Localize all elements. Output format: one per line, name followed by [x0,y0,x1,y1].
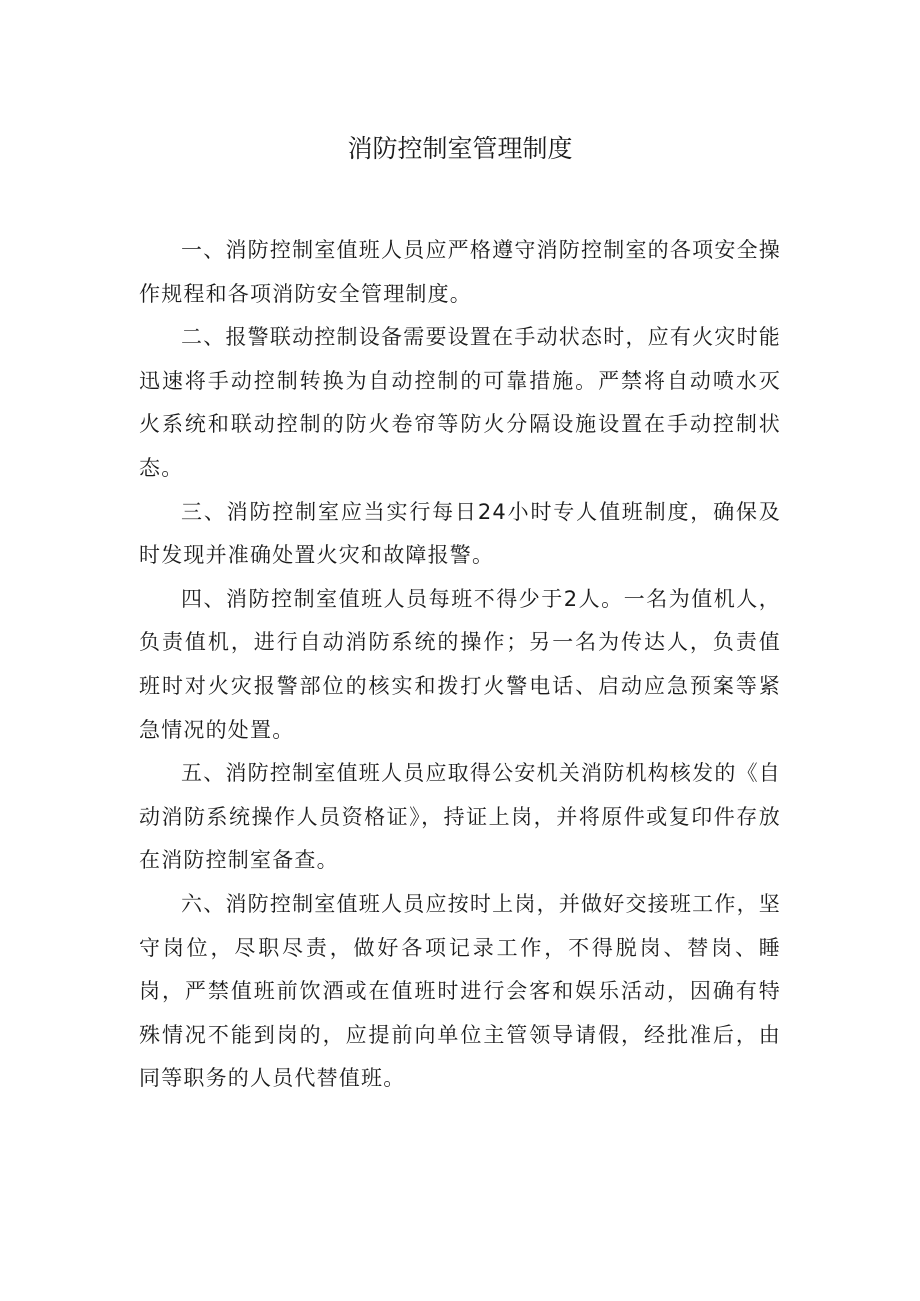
paragraph-6: 六、消防控制室值班人员应按时上岗，并做好交接班工作，坚守岗位，尽职尽责，做好各项记录工作，不得脱岗、替岗、睡岗，严禁值班前饮酒或在值班时进行会客和娱乐活动，因确有特殊情况不能到岗的，应提前向单位主管领导请假，经批准后，由同等职务的人员代替值班。 [139,891,781,1091]
paragraph-4: 四、消防控制室值班人员每班不得少于2人。一名为值机人，负责值机，进行自动消防系统的操作；另一名为传达人，负责值班时对火灾报警部位的核实和拨打火警电话、启动应急预案等紧急情况的处置。 [139,586,781,742]
paragraph-5: 五、消防控制室值班人员应取得公安机关消防机构核发的《自动消防系统操作人员资格证》，持证上岗，并将原件或复印件存放在消防控制室备查。 [139,761,781,873]
document-body [139,229,781,1101]
paragraph-1: 一、消防控制室值班人员应严格遵守消防控制室的各项安全操作规程和各项消防安全管理制度。 [139,238,781,306]
paragraph-2: 二、报警联动控制设备需要设置在手动状态时，应有火灾时能迅速将手动控制转换为自动控制的可靠措施。严禁将自动喷水灭火系统和联动控制的防火卷帘等防火分隔设施设置在手动控制状态。 [139,325,781,480]
document-title: 消防控制室管理制度 [347,134,573,163]
paragraph-3: 三、消防控制室应当实行每日24小时专人值班制度，确保及时发现并准确处置火灾和故障报警。 [139,499,781,568]
